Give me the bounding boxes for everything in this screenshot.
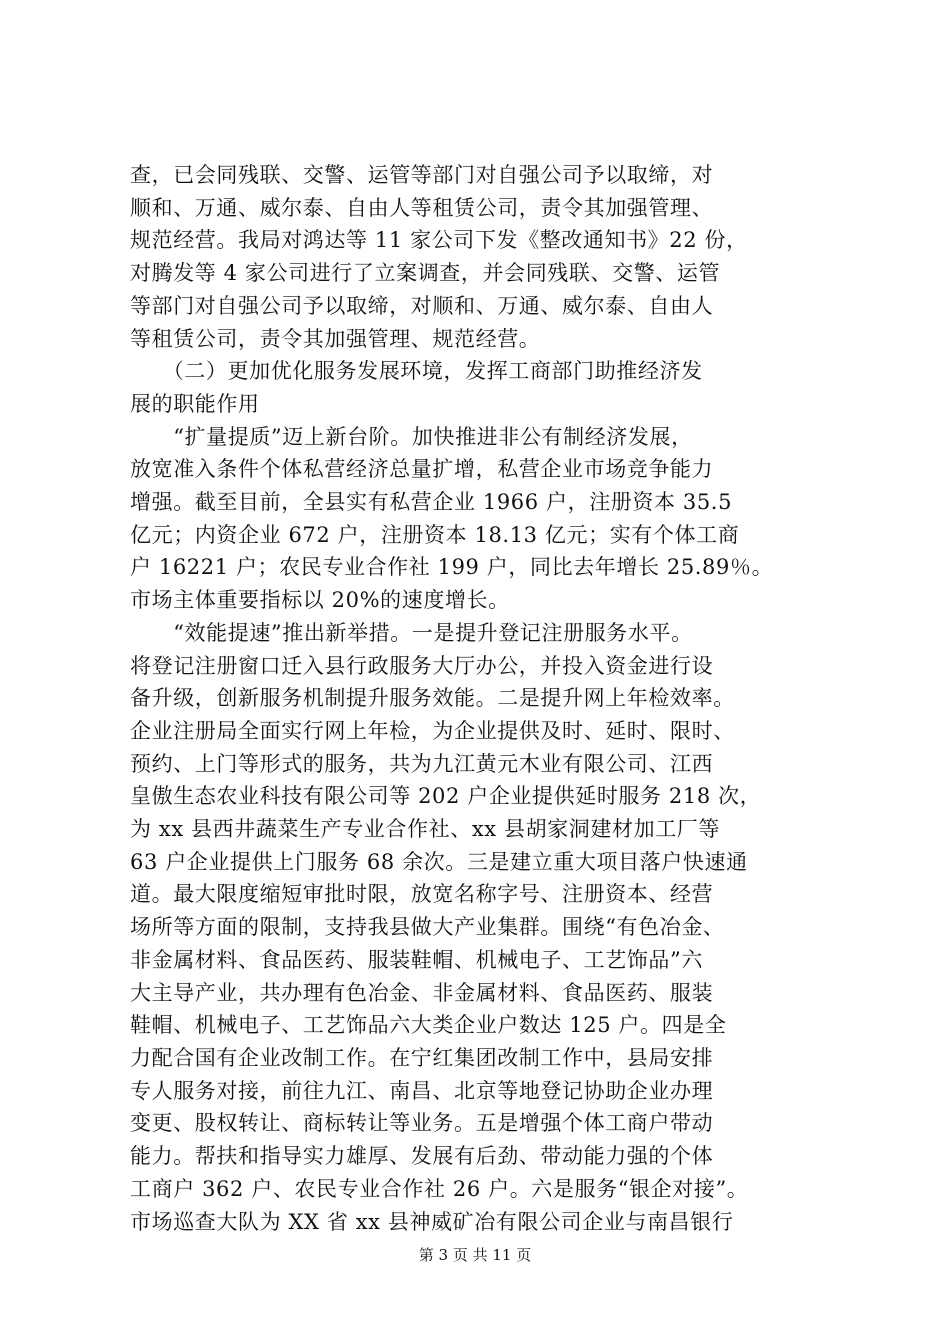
text-line: 等租赁公司，责令其加强管理、规范经营。	[130, 326, 541, 351]
text-line: “效能提速”推出新举措。一是提升登记注册服务水平。	[130, 620, 693, 645]
text-line: 将登记注册窗口迁入县行政服务大厅办公，并投入资金进行设	[130, 653, 714, 678]
text-line: 为 xx 县西井蔬菜生产专业合作社、xx 县胡家洞建材加工厂等	[130, 817, 720, 842]
text-line: 预约、上门等形式的服务，共为九江黄元木业有限公司、江西	[130, 751, 714, 776]
text-line: 顺和、万通、威尔泰、自由人等租赁公司，责令其加强管理、	[130, 195, 714, 220]
document-body	[130, 159, 838, 1238]
text-line: 市场巡查大队为 XX 省 xx 县神威矿冶有限公司企业与南昌银行	[130, 1209, 734, 1234]
text-line: 企业注册局全面实行网上年检，为企业提供及时、延时、限时、	[130, 718, 735, 743]
text-line: “扩量提质”迈上新台阶。加快推进非公有制经济发展，	[130, 424, 693, 449]
text-line: 市场主体重要指标以 20%的速度增长。	[130, 588, 510, 613]
text-line: 查，已会同残联、交警、运管等部门对自强公司予以取缔，对	[130, 163, 714, 187]
text-line: 增强。截至目前，全县实有私营企业 1966 户，注册资本 35.5	[130, 490, 733, 515]
text-line: 能力。帮扶和指导实力雄厚、发展有后劲、带动能力强的个体	[130, 1144, 714, 1169]
text-line: 变更、股权转让、商标转让等业务。五是增强个体工商户带动	[130, 1111, 714, 1136]
text-line: 鞋帽、机械电子、工艺饰品六大类企业户数达 125 户。四是全	[130, 1013, 727, 1038]
text-line: 大主导产业，共办理有色冶金、非金属材料、食品医药、服装	[130, 980, 714, 1005]
text-line: 场所等方面的限制，支持我县做大产业集群。围绕“有色冶金、	[130, 915, 725, 940]
text-line: 规范经营。我局对鸿达等 11 家公司下发《整改通知书》22 份，	[130, 228, 748, 253]
text-line: （二）更加优化服务发展环境，发挥工商部门助推经济发	[130, 359, 703, 384]
text-line: 非金属材料、食品医药、服装鞋帽、机械电子、工艺饰品”六	[130, 947, 703, 972]
text-line: 63 户企业提供上门服务 68 余次。三是建立重大项目落户快速通	[130, 849, 748, 874]
text-line: 亿元；内资企业 672 户，注册资本 18.13 亿元；实有个体工商	[130, 522, 740, 547]
text-line: 道。最大限度缩短审批时限，放宽名称字号、注册资本、经营	[130, 882, 714, 907]
text-line: 工商户 362 户、农民专业合作社 26 户。六是服务“银企对接”。	[130, 1176, 749, 1201]
page-number-footer: 第 3 页 共 11 页	[418, 1246, 532, 1264]
text-line: 备升级，创新服务机制提升服务效能。二是提升网上年检效率。	[130, 686, 735, 711]
text-line: 力配合国有企业改制工作。在宁红集团改制工作中，县局安排	[130, 1045, 714, 1070]
text-line: 等部门对自强公司予以取缔，对顺和、万通、威尔泰、自由人	[130, 293, 714, 318]
text-line: 皇傲生态农业科技有限公司等 202 户企业提供延时服务 218 次，	[130, 784, 762, 809]
text-line: 专人服务对接，前往九江、南昌、北京等地登记协助企业办理	[130, 1078, 714, 1103]
text-line: 对腾发等 4 家公司进行了立案调查，并会同残联、交警、运管	[130, 261, 721, 286]
text-line: 户 16221 户；农民专业合作社 199 户，同比去年增长 25.89％。	[130, 555, 774, 580]
text-line: 展的职能作用	[130, 391, 260, 416]
text-line: 放宽准入条件个体私营经济总量扩增，私营企业市场竞争能力	[130, 457, 714, 482]
